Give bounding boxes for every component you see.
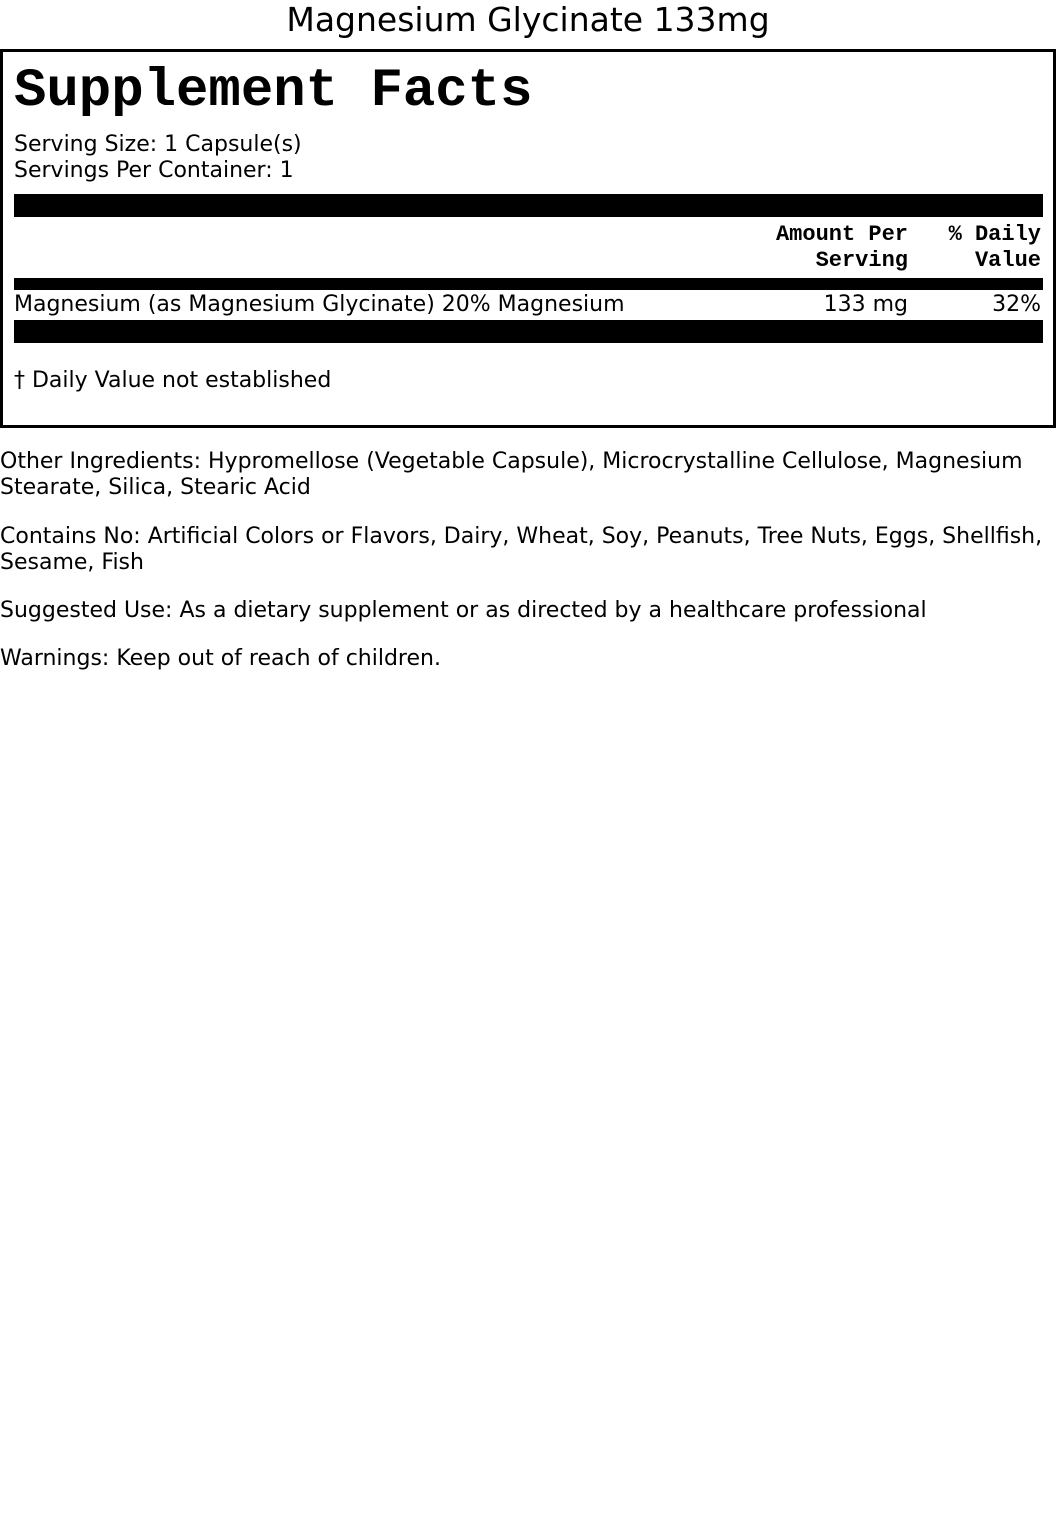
nutrient-amount: 133 mg bbox=[823, 292, 908, 317]
daily-value-header bbox=[949, 222, 1041, 274]
contains-no: Contains No: Artificial Colors or Flavors, Dairy, Wheat, Soy, Peanuts, Tree Nuts, Eggs, Shellfish, Sesame, Fish bbox=[0, 524, 1043, 575]
amount-header-line1: Amount Per bbox=[775, 222, 908, 247]
header-divider bbox=[14, 278, 1043, 290]
other-ingredients: Other Ingredients: Hypromellose (Vegetable Capsule), Microcrystalline Cellulose, Magnesium Stearate, Silica, Stearic Acid bbox=[0, 449, 1023, 500]
nutrient-name: Magnesium (as Magnesium Glycinate) 20% Magnesium bbox=[14, 292, 625, 317]
suggested-use: Suggested Use: As a dietary supplement or as directed by a healthcare professional bbox=[0, 598, 927, 623]
thick-divider-top bbox=[14, 194, 1043, 217]
warnings: Warnings: Keep out of reach of children. bbox=[0, 646, 441, 671]
supplement-facts-panel bbox=[0, 49, 1056, 428]
servings-per-container: Servings Per Container: 1 bbox=[14, 158, 294, 183]
daily-value-header-line1: % Daily bbox=[948, 222, 1041, 247]
nutrient-daily-value: 32% bbox=[992, 292, 1041, 317]
serving-size: Serving Size: 1 Capsule(s) bbox=[14, 132, 302, 157]
product-title: Magnesium Glycinate 133mg bbox=[286, 0, 770, 39]
supplement-facts-heading: Supplement Facts bbox=[14, 61, 533, 122]
daily-value-header-line2: Value bbox=[974, 248, 1041, 273]
thick-divider-bottom bbox=[14, 320, 1043, 343]
amount-header-line2: Serving bbox=[815, 248, 908, 273]
amount-per-serving-header bbox=[776, 222, 908, 274]
footnote: † Daily Value not established bbox=[14, 368, 332, 393]
